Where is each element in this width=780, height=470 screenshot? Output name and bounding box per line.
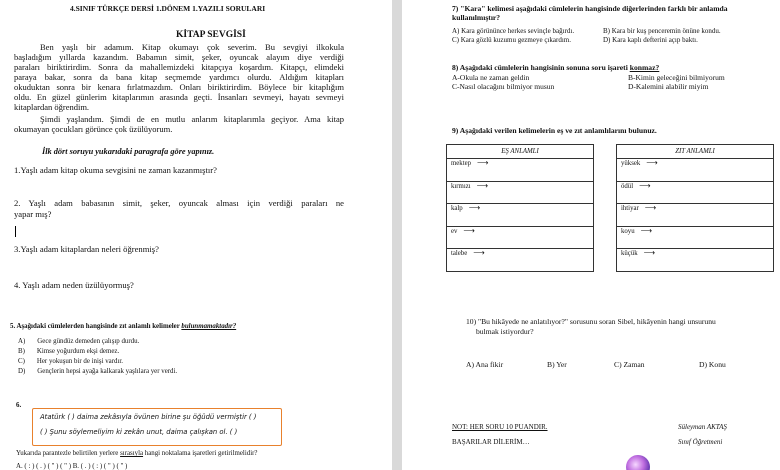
synonym-word-row: ev ⟶ bbox=[447, 226, 594, 249]
arrow-icon: ⟶ bbox=[643, 248, 656, 257]
q5-option-d: D) Gençlerin hepsi ayağa kalkarak yaşlılara yer verdi. bbox=[18, 368, 178, 375]
synonym-word-row: kalp ⟶ bbox=[447, 204, 594, 227]
question-5-underlined: bulunmamaktadır? bbox=[181, 323, 237, 330]
q5-option-a: A) Gece gündüz demeden çalışıp durdu. bbox=[18, 338, 140, 345]
antonym-header: ZIT ANLAMLI bbox=[617, 145, 774, 159]
synonym-header: EŞ ANLAMLI bbox=[447, 145, 594, 159]
question-3: 3.Yaşlı adam kitaplardan neleri öğrenmiş? bbox=[14, 244, 159, 254]
page-gap bbox=[392, 0, 402, 470]
question-8: 8) Aşağıdaki cümlelerin hangisinin sonuna soru işareti konmaz? bbox=[452, 63, 660, 72]
antonym-word-row: ihtiyar ⟶ bbox=[617, 204, 774, 227]
question-2-line-1: 2. Yaşlı adam babasının simit, şeker, oyuncak alması için verdiği paraları ne bbox=[14, 198, 344, 208]
punctuation-box bbox=[32, 408, 282, 446]
note-text: NOT: HER SORU 10 PUANDIR. bbox=[452, 423, 548, 431]
story-line: okumayan çocukları görünce çok üzülüyorum. bbox=[14, 124, 173, 134]
q6-underlined-word: sırasıyla bbox=[120, 450, 144, 457]
question-7-line-1: 7) "Kara" kelimesi aşağıdaki cümlelerin hangisinde diğerlerinden farklı bir anlamda bbox=[452, 4, 728, 13]
antonym-word-row: yüksek ⟶ bbox=[617, 159, 774, 182]
instruction-text: İlk dört soruyu yukarıdaki paragrafa göre yapınız. bbox=[42, 147, 215, 156]
good-luck-text: BAŞARILAR DİLERİM… bbox=[452, 438, 530, 446]
q8-underlined: konmaz? bbox=[629, 63, 660, 72]
teacher-name: Süleyman AKTAŞ bbox=[678, 423, 727, 431]
question-6-instruction: Yukarıda parantezle belirtilen yerlere sırasıyla hangi noktalama işaretleri getirilmelidir? bbox=[16, 450, 258, 457]
synonym-table bbox=[446, 144, 594, 272]
q10-option-a: A) Ana fikir bbox=[466, 360, 504, 369]
question-4: 4. Yaşlı adam neden üzülüyormuş? bbox=[14, 280, 134, 290]
question-1: 1.Yaşlı adam kitap okuma sevgisini ne zaman kazanmıştır? bbox=[14, 165, 217, 175]
q7-option-a: A) Kara görününce herkes sevinçle bağırdı. bbox=[452, 27, 575, 35]
question-5 bbox=[10, 323, 236, 330]
q8-option-c: C-Nasıl olacağını bilmiyor musun bbox=[452, 82, 555, 91]
story-line: Ben yaşlı bir adamım. Kitap okumayı çok severim. Bu sevgiyi ilkokula bbox=[40, 42, 344, 52]
q8-option-d: D-Kalemini alabilir miyim bbox=[628, 82, 709, 91]
q8-option-a: A-Okula ne zaman geldin bbox=[452, 73, 530, 82]
question-6-options-cut: A. ( : ) ( . ) ( " ) ( " ) B. ( . ) ( : ) ( " ) ( " ) bbox=[16, 463, 128, 470]
text-cursor bbox=[15, 226, 16, 237]
story-line: başladığım yıllarda kazandım. Babamın simit, şeker, oyuncak alayım diye verdiği bbox=[14, 52, 344, 62]
story-line: Şimdi yaşlandım. Şimdi de en mutlu anlarım kitaplarımla geçiyor. Ama kitap bbox=[40, 114, 344, 124]
arrow-icon: ⟶ bbox=[646, 158, 658, 167]
antonym-word-row: koyu ⟶ bbox=[617, 226, 774, 249]
arrow-icon: ⟶ bbox=[644, 203, 657, 212]
synonym-word-row: mektep ⟶ bbox=[447, 159, 594, 182]
arrow-icon: ⟶ bbox=[476, 180, 489, 190]
antonym-table bbox=[616, 144, 774, 272]
arrow-icon: ⟶ bbox=[477, 158, 489, 167]
question-6-number: 6. bbox=[16, 402, 22, 409]
story-line: paraya bakar, sonra da bana kitap seçmemde yardımcı olurdu. Aldığım kitapları bbox=[14, 72, 344, 82]
punctuation-line-2: ( ) Şunu söylemeliyim ki zekân unut, daima çalışkan ol. ( ) bbox=[40, 428, 238, 436]
question-5-text: 5. Aşağıdaki cümlelerden hangisinde zıt anlamlı kelimeler bbox=[10, 323, 182, 330]
q7-option-d: D) Kara kaplı defterini açıp baktı. bbox=[603, 36, 698, 44]
arrow-icon: ⟶ bbox=[640, 225, 653, 235]
story-line: okuduktan sonra bir kenara fırlatmazdım. Onları biriktirirdim. Böylece bir kitaplığım bbox=[14, 82, 344, 92]
arrow-icon: ⟶ bbox=[473, 248, 485, 257]
q10-option-d: D) Konu bbox=[699, 360, 726, 369]
q5-option-b: B) Kimse yoğurdum ekşi demez. bbox=[18, 348, 120, 355]
punctuation-line-1: Atatürk ( ) daima zekâsıyla övünen birine şu öğüdü vermiştir ( ) bbox=[40, 413, 257, 421]
q5-option-c: C) Her yokuşun bir de inişi vardır. bbox=[18, 358, 124, 365]
antonym-word-row: küçük ⟶ bbox=[617, 249, 774, 272]
synonym-word-row: talebe ⟶ bbox=[447, 249, 594, 272]
arrow-icon: ⟶ bbox=[463, 225, 475, 235]
teacher-title: Sınıf Öğretmeni bbox=[678, 438, 723, 446]
story-line: kitaplardan öğrendim. bbox=[14, 102, 90, 112]
q10-option-b: B) Yer bbox=[547, 360, 567, 369]
q8-option-b: B-Kimin geleceğini bilmiyorum bbox=[628, 73, 725, 82]
q10-option-c: C) Zaman bbox=[614, 360, 645, 369]
story-title: KİTAP SEVGİSİ bbox=[176, 30, 246, 40]
question-9: 9) Aşağıdaki verilen kelimelerin eş ve zıt anlamlılarını bulunuz. bbox=[452, 126, 657, 135]
exam-page-right bbox=[402, 0, 780, 470]
exam-title: 4.SINIF TÜRKÇE DERSİ 1.DÖNEM 1.YAZILI SORULARI bbox=[70, 4, 266, 13]
story-line: paraları biriktirirdim. Sonra da mahallemizdeki kitapçıya koşardım. Kitapçı, elimdeki bbox=[14, 62, 344, 72]
synonym-word-row: kırmızı ⟶ bbox=[447, 181, 594, 204]
question-10-line-1: 10) "Bu hikâyede ne anlatılıyor?" sorusunu soran Sibel, hikâyenin hangi unsurunu bbox=[466, 317, 716, 326]
question-10-line-2: bulmak istiyordur? bbox=[476, 327, 534, 336]
question-2-line-2: yapar mış? bbox=[14, 209, 52, 219]
arrow-icon: ⟶ bbox=[639, 180, 651, 190]
story-line: oldu. En güzel günlerim kitaplarımın arasında geçti. İnsanları sevmeyi, hayatı sevmeyi bbox=[14, 92, 344, 102]
question-7-line-2: kullanılmıştır? bbox=[452, 13, 501, 22]
q7-option-b: B) Kara bir kuş penceremin önüne kondu. bbox=[603, 27, 721, 35]
q7-option-c: C) Kara gözlü kuzumu gezmeye çıkardım. bbox=[452, 36, 571, 44]
antonym-word-row: ödül ⟶ bbox=[617, 181, 774, 204]
arrow-icon: ⟶ bbox=[468, 203, 481, 212]
